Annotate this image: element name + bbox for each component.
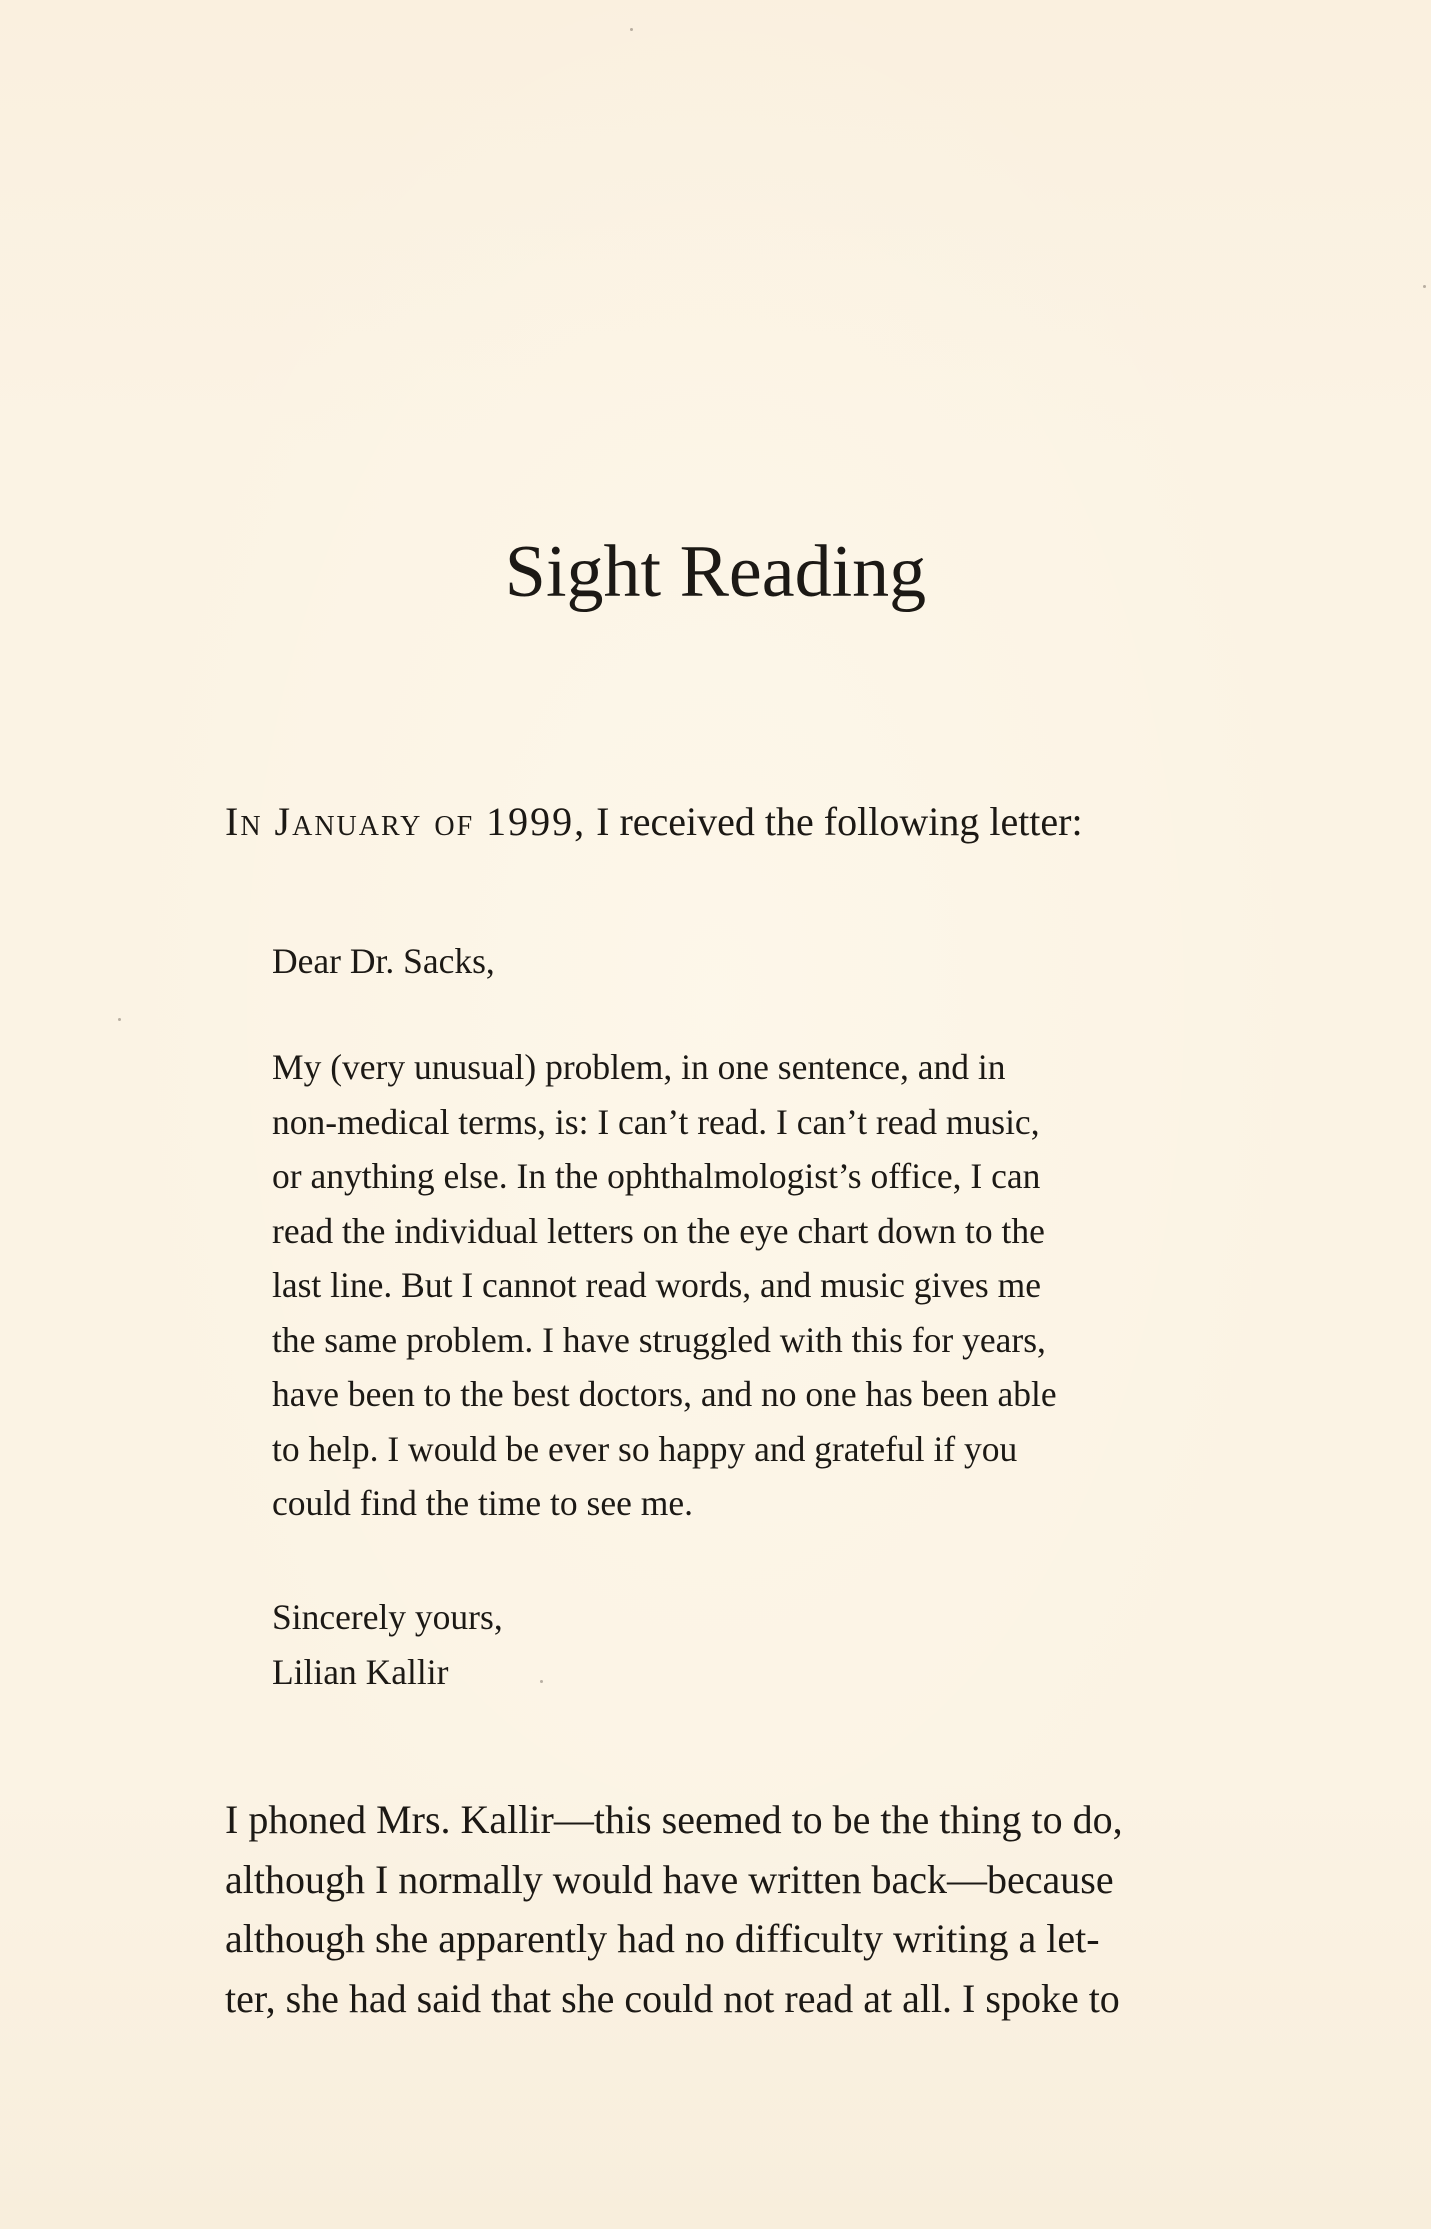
opening-small-caps: In January of 1999, — [225, 799, 587, 844]
body-paragraph — [225, 1790, 1265, 2028]
opening-rest: I received the following letter: — [586, 799, 1083, 844]
letter-line: non-medical terms, is: I can’t read. I can’t read music, — [272, 1101, 1040, 1142]
letter-line: the same problem. I have struggled with this for years, — [272, 1319, 1046, 1360]
letter-signature: Lilian Kallir — [272, 1651, 449, 1692]
letter-closing: Sincerely yours, — [272, 1597, 503, 1637]
chapter-title: Sight Reading — [504, 531, 927, 613]
letter-line: or anything else. In the ophthalmologist’s office, I can — [272, 1156, 1041, 1196]
letter-line: could find the time to see me. — [272, 1483, 693, 1523]
letter-closing-block — [272, 1590, 1232, 1699]
letter-line: My (very unusual) problem, in one sentence, and in — [272, 1047, 1006, 1087]
letter-salutation: Dear Dr. Sacks, — [272, 941, 495, 981]
paper-speck — [540, 1680, 543, 1683]
paper-speck — [118, 1018, 121, 1021]
letter-line: last line. But I cannot read words, and music gives me — [272, 1265, 1041, 1305]
body-line: although I normally would have written back—because — [225, 1856, 1114, 1902]
body-line: I phoned Mrs. Kallir—this seemed to be the thing to do, — [225, 1797, 1123, 1842]
paper-speck — [1423, 285, 1426, 288]
letter-line: read the individual letters on the eye chart down to the — [272, 1210, 1045, 1251]
letter-body — [272, 1040, 1232, 1531]
paper-speck — [630, 28, 633, 31]
body-line: although she apparently had no difficulty writing a let- — [225, 1916, 1100, 1961]
opening-line — [225, 792, 1265, 852]
letter-line: to help. I would be ever so happy and grateful if you — [272, 1428, 1018, 1469]
letter-line: have been to the best doctors, and no one has been able — [272, 1374, 1057, 1414]
body-line: ter, she had said that she could not read at all. I spoke to — [225, 1975, 1120, 2021]
